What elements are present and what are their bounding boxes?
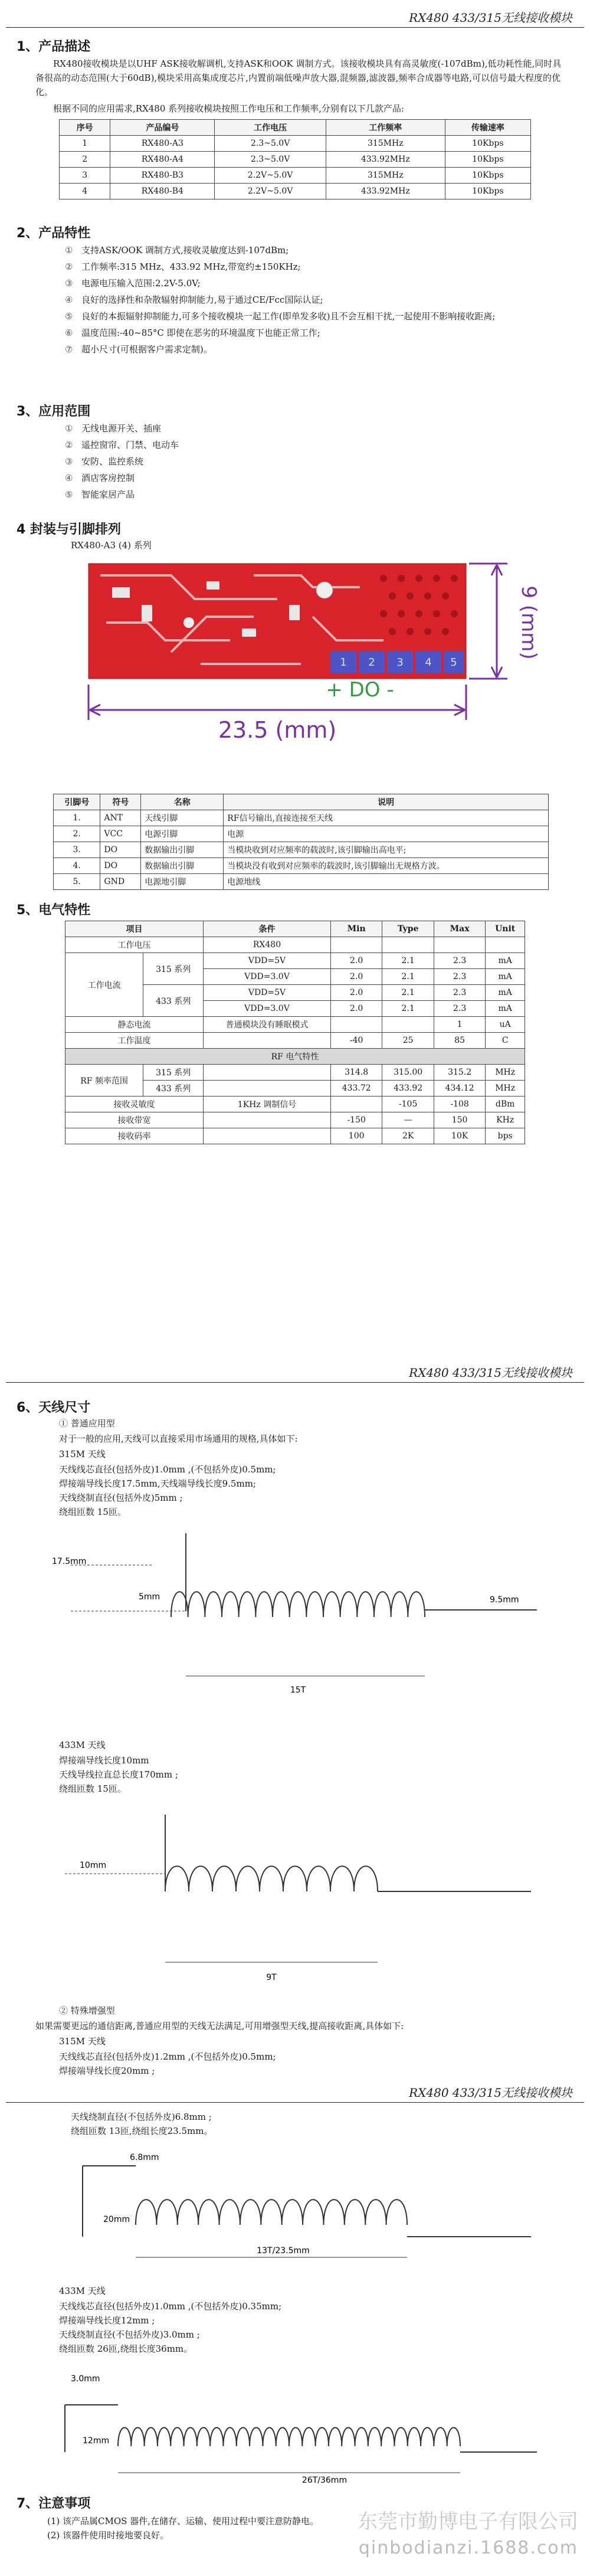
table-header-cell: 名称 — [141, 794, 224, 810]
list-text: 酒店客房控制 — [81, 473, 135, 483]
table-cell: 315MHz — [326, 168, 445, 184]
dim-label-coil-diameter: 5mm — [139, 1592, 160, 1602]
coil-turns — [171, 1592, 425, 1617]
page-header-title: RX480 433/315无线接收模块 — [409, 2086, 572, 2100]
cell: mA — [486, 953, 525, 969]
table-cell: RX480-B3 — [110, 168, 215, 184]
cell: 普通模块没有睡眠模式 — [204, 1017, 331, 1033]
cell: 2.3 — [434, 1001, 485, 1017]
cell: 315.2 — [434, 1065, 485, 1081]
spec-line: 天线绕制直径(不包括外皮)6.8mm ; — [71, 2112, 212, 2122]
table-cell: 5. — [54, 874, 100, 890]
table-row — [60, 136, 531, 152]
table-cell: 10Kbps — [445, 152, 530, 168]
turns-label: 26T/36mm — [301, 2476, 348, 2485]
section-title-electrical: 5、电气特性 — [17, 903, 91, 918]
table-header-cell: 条件 — [204, 921, 331, 937]
dim-label-solder-length: 20mm — [103, 2215, 130, 2224]
list-marker: ⑤ — [65, 489, 73, 500]
series-label: 315 系列 — [143, 1065, 204, 1081]
board-label: + DO - — [326, 678, 394, 702]
antenna-315-enhanced-title: 315M 天线 — [59, 2036, 106, 2047]
list-marker: ③ — [65, 456, 73, 467]
cell: 100 — [330, 1128, 382, 1144]
spec-line: 天线线芯直径(包括外皮)1.2mm ,(不包括外皮)0.5mm; — [59, 2051, 276, 2062]
list-item — [65, 275, 549, 292]
pad-number: 4 — [425, 656, 432, 669]
cell: C — [486, 1033, 525, 1049]
table-cell: 433.92MHz — [326, 152, 445, 168]
watermark-company: 东莞市勤博电子有限公司 — [358, 2510, 578, 2534]
spec-line: 天线线芯直径(包括外皮)1.0mm ,(不包括外皮)0.5mm; — [59, 1464, 276, 1475]
rf-section-title: RF 电气特性 — [65, 1049, 525, 1065]
list-item — [65, 325, 549, 341]
spec-line: 天线线芯直径(包括外皮)1.0mm ,(不包括外皮)0.35mm; — [59, 2301, 282, 2312]
cell: -40 — [330, 1033, 382, 1049]
cell: -108 — [434, 1096, 485, 1112]
row-label: 接收带宽 — [65, 1112, 204, 1128]
coil-turns — [118, 2428, 460, 2447]
row-label: 接收码率 — [65, 1128, 204, 1144]
antenna-type-enhanced: ② 特殊增强型 — [59, 2005, 115, 2016]
applications-list — [65, 420, 549, 503]
table-header-cell: 符号 — [100, 794, 141, 810]
cell: 433.72 — [330, 1081, 382, 1096]
antenna-433-enhanced-title: 433M 天线 — [59, 2286, 106, 2296]
table-header-cell: Max — [434, 921, 485, 937]
coil-diagram-315-normal — [47, 1528, 555, 1717]
table-cell: 电源引脚 — [141, 826, 224, 842]
section-title-description: 1、产品描述 — [17, 40, 91, 54]
table-cell: 1 — [60, 136, 110, 152]
series-label: 433 系列 — [143, 985, 204, 1017]
list-item — [65, 258, 549, 275]
table-cell: 1. — [54, 810, 100, 826]
list-marker: ③ — [65, 278, 73, 289]
cell: 25 — [382, 1033, 434, 1049]
coil-turns — [165, 1866, 378, 1891]
table-cell: 天线引脚 — [141, 810, 224, 826]
table-header-cell: 项目 — [65, 921, 204, 937]
antenna-type-normal: ① 普通应用型 — [59, 1418, 115, 1429]
page-header-title: RX480 433/315无线接收模块 — [409, 11, 572, 25]
row-label: 工作电压 — [65, 937, 204, 953]
table-cell: RX480-B4 — [110, 184, 215, 199]
table-cell: 10Kbps — [445, 184, 530, 199]
table-header-cell: 说明 — [224, 794, 549, 810]
cell — [382, 1017, 434, 1033]
spec-line: 天线绕制直径(包括外皮)5mm ; — [59, 1492, 183, 1503]
table-cell: DO — [100, 858, 141, 874]
table-row — [54, 810, 549, 826]
cell — [330, 1017, 382, 1033]
cell: 150 — [434, 1112, 485, 1128]
antenna-315-enhanced-more — [71, 2110, 212, 2138]
table-cell: 数据输出引脚 — [141, 842, 224, 858]
dim-label-solder-length: 10mm — [80, 1861, 107, 1870]
turns-label: 13T/23.5mm — [257, 2246, 310, 2256]
list-text: 智能家居产品 — [81, 489, 135, 500]
pad-number: 5 — [450, 656, 457, 669]
dim-label-solder-length: 12mm — [83, 2436, 110, 2446]
antenna-433-specs — [59, 1753, 178, 1796]
table-cell: RF信号输出,直接连接至天线 — [224, 810, 549, 826]
antenna-315-specs — [59, 1462, 276, 1519]
header-rule — [6, 27, 584, 28]
table-cell: 电源地线 — [224, 874, 549, 890]
cell: 314.8 — [330, 1065, 382, 1081]
notes-list — [47, 2514, 319, 2542]
table-row — [60, 152, 531, 168]
list-item — [65, 486, 549, 503]
table-header-cell: Type — [382, 921, 434, 937]
table-header-cell: 引脚号 — [54, 794, 100, 810]
row-label: 工作电流 — [65, 953, 143, 1017]
cell: 2.1 — [382, 1001, 434, 1017]
table-cell: RX480-A3 — [110, 136, 215, 152]
list-item — [65, 420, 549, 437]
table-row — [54, 874, 549, 890]
list-text: 安防、监控系统 — [81, 456, 144, 467]
antenna-315-enhanced-specs — [59, 2050, 276, 2078]
row-label: 工作温度 — [65, 1033, 204, 1049]
variants-intro: 根据不同的应用需求,RX480 系列接收模块按照工作电压和工作频率,分别有以下几款产品: — [53, 103, 404, 114]
table-cell: DO — [100, 842, 141, 858]
cell: 2.1 — [382, 953, 434, 969]
series-label: 315 系列 — [143, 953, 204, 985]
coil-turns — [136, 2199, 407, 2225]
table-row — [54, 842, 549, 858]
spec-line: 绕组匝数 13匝,绕组长度23.5mm。 — [71, 2126, 213, 2136]
cell: 2.3 — [434, 985, 485, 1001]
table-cell: 433.92MHz — [326, 184, 445, 199]
table-cell: 3. — [54, 842, 100, 858]
table-row — [54, 826, 549, 842]
list-text: 支持ASK/OOK 调制方式,接收灵敏度达到-107dBm; — [81, 245, 289, 256]
product-table — [59, 119, 531, 199]
table-header-cell: Unit — [486, 921, 525, 937]
list-text: 无线电源开关、插座 — [81, 423, 162, 434]
antenna-normal-desc: 对于一般的应用,天线可以直接采用市场通用的规格,具体如下: — [59, 1433, 298, 1444]
antenna-enhanced-desc: 如果需要更远的通信距离,普通应用型的天线无法满足,可用增强型天线,提高接收距离,具体如下: — [35, 2021, 404, 2031]
height-dimension-label: 9 (mm) — [517, 585, 540, 660]
antenna-315-title: 315M 天线 — [59, 1449, 106, 1459]
table-row — [54, 858, 549, 874]
table-header-cell: Min — [330, 921, 382, 937]
list-item — [65, 341, 549, 358]
table-row — [60, 168, 531, 184]
list-marker: ④ — [65, 294, 73, 305]
list-text: 超小尺寸(可根据客户需求定制)。 — [81, 344, 212, 355]
table-cell: 4 — [60, 184, 110, 199]
cell: 434.12 — [434, 1081, 485, 1096]
list-text: 电源电压输入范围:2.2V-5.0V; — [81, 278, 201, 289]
table-header-cell: 序号 — [60, 120, 110, 136]
electrical-table — [65, 921, 525, 1144]
table-cell: 3 — [60, 168, 110, 184]
spec-line: 焊接端导线长度17.5mm,天线端导线长度9.5mm; — [59, 1478, 256, 1489]
cell — [330, 1096, 382, 1112]
cell: 2.3 — [434, 953, 485, 969]
dim-label-tail-length: 9.5mm — [490, 1595, 519, 1605]
table-cell: 2 — [60, 152, 110, 168]
cell: RX480 — [204, 937, 331, 953]
spec-line: 天线绕制直径(不包括外皮)3.0mm ; — [59, 2329, 200, 2340]
series-label: 433 系列 — [143, 1081, 204, 1096]
table-header-cell: 产品编号 — [110, 120, 215, 136]
list-marker: ① — [65, 245, 73, 256]
spec-line: 焊接端导线长度12mm ; — [59, 2315, 155, 2326]
cell: MHz — [486, 1081, 525, 1096]
cell: VDD=5V — [204, 985, 331, 1001]
list-text: 良好的本振辐射抑制能力,可多个接收模块一起工作(即单发多收)且不会互相干扰,一起使用不影响接收距离; — [81, 311, 496, 322]
coil-diagram-433-normal — [47, 1803, 555, 1992]
cell: 2.0 — [330, 1001, 382, 1017]
pin-table — [53, 794, 549, 890]
table-cell: 10Kbps — [445, 136, 530, 152]
table-cell: 2.3~5.0V — [215, 152, 326, 168]
section-title-package: 4 封装与引脚排列 — [17, 522, 121, 537]
list-marker: ① — [65, 423, 73, 434]
list-marker: ⑤ — [65, 311, 73, 322]
pad-number: 2 — [368, 656, 375, 669]
list-item — [65, 292, 549, 308]
list-item — [65, 453, 549, 470]
coil-loops — [136, 2199, 407, 2225]
pad-number: 1 — [340, 656, 347, 669]
cell: 2.0 — [330, 969, 382, 985]
cell: mA — [486, 985, 525, 1001]
table-cell: 315MHz — [326, 136, 445, 152]
spec-line: 焊接端导线长度10mm — [59, 1755, 149, 1766]
footer-url: qinbodianzi.1688.com — [358, 2538, 578, 2558]
cell: mA — [486, 1001, 525, 1017]
cell: MHz — [486, 1065, 525, 1081]
cell: 2.0 — [330, 953, 382, 969]
cell: 85 — [434, 1033, 485, 1049]
cell: 1KHz 调制信号 — [204, 1096, 331, 1112]
table-cell: ANT — [100, 810, 141, 826]
dim-label-coil-diameter: 6.8mm — [130, 2153, 159, 2162]
note-item: (2) 该器件使用时接地要良好。 — [47, 2530, 169, 2541]
table-cell: VCC — [100, 826, 141, 842]
list-text: 良好的选择性和杂散辐射抑制能力,易于通过CE/Fcc国际认证; — [81, 294, 323, 305]
section-title-antenna: 6、天线尺寸 — [17, 1400, 91, 1415]
cell: 433.92 — [382, 1081, 434, 1096]
header-rule — [6, 1382, 584, 1383]
cell: 2K — [382, 1128, 434, 1144]
cell: VDD=5V — [204, 953, 331, 969]
list-item — [65, 242, 549, 258]
cell — [204, 1128, 331, 1144]
package-series-label: RX480-A3 (4) 系列 — [71, 540, 152, 551]
cell: KHz — [486, 1112, 525, 1128]
table-cell: GND — [100, 874, 141, 890]
page-header-title: RX480 433/315无线接收模块 — [409, 1366, 572, 1380]
note-item: (1) 该产品属CMOS 器件,在储存、运输、使用过程中要注意防静电。 — [47, 2516, 319, 2526]
row-label: 静态电流 — [65, 1017, 204, 1033]
module-package-diagram — [53, 552, 540, 788]
section-title-notes: 7、注意事项 — [17, 2496, 91, 2511]
pad-number: 3 — [396, 656, 404, 669]
list-item — [65, 308, 549, 325]
cell: 2.0 — [330, 985, 382, 1001]
cell: 10K — [434, 1128, 485, 1144]
height-dimension-arrow — [469, 564, 507, 679]
dim-label-solder-length: 17.5mm — [52, 1557, 87, 1566]
list-marker: ② — [65, 440, 73, 450]
table-header-cell: 工作电压 — [215, 120, 326, 136]
table-header-cell: 工作频率 — [326, 120, 445, 136]
list-marker: ④ — [65, 473, 73, 483]
table-cell: 10Kbps — [445, 168, 530, 184]
description-paragraph: RX480接收模块是以UHF ASK接收解调机,支持ASK和OOK 调制方式。该接收模块具有高灵敏度(-107dBm),低功耗性能,同时具备很高的动态范围(大于60dB),模块采用高集成度芯片,内置前端低噪声放大器,混频器,滤波器,频率合成器等电路,可以信号最大程度的优化。 — [35, 58, 562, 97]
spec-line: 绕组匝数 15匝。 — [59, 1507, 126, 1517]
table-cell: 当模块没有收到对应频率的载波时,该引脚输出无规格方波。 — [224, 858, 549, 874]
table-cell: 当模块收到对应频率的载波时,该引脚输出高电平; — [224, 842, 549, 858]
features-list — [65, 242, 549, 358]
coil-loops — [165, 1866, 378, 1891]
width-dimension-label: 23.5 (mm) — [218, 717, 337, 743]
list-text: 温度范围:-40~85°C 即使在恶劣的环境温度下也能正常工作; — [81, 328, 320, 338]
cell: VDD=3.0V — [204, 1001, 331, 1017]
cell: bps — [486, 1128, 525, 1144]
list-marker: ⑥ — [65, 328, 73, 338]
coil-diagram-315-enhanced — [47, 2136, 555, 2278]
coil-loops — [171, 1592, 425, 1617]
spec-line: 焊接端导线长度20mm ; — [59, 2066, 155, 2076]
table-header-cell: 传输速率 — [445, 120, 530, 136]
list-item — [65, 437, 549, 453]
table-cell: 2. — [54, 826, 100, 842]
spec-line: 绕组匝数 26匝,绕组长度36mm。 — [59, 2343, 193, 2354]
table-cell: 2.2V~5.0V — [215, 168, 326, 184]
coil-diagram-433-enhanced — [47, 2358, 555, 2487]
table-row — [60, 184, 531, 199]
table-cell: 电源地引脚 — [141, 874, 224, 890]
antenna-433-title: 433M 天线 — [59, 1740, 106, 1750]
table-cell: 数据输出引脚 — [141, 858, 224, 874]
list-marker: ② — [65, 261, 73, 272]
cell: 315.00 — [382, 1065, 434, 1081]
table-cell: 2.3~5.0V — [215, 136, 326, 152]
turns-label: 15T — [290, 1685, 306, 1695]
antenna-433-enhanced-specs — [59, 2299, 281, 2356]
cell: — — [382, 1112, 434, 1128]
width-dimension-arrow — [88, 685, 466, 720]
cell: uA — [486, 1017, 525, 1033]
cell: 1 — [434, 1017, 485, 1033]
cell: 2.3 — [434, 969, 485, 985]
header-rule — [6, 2102, 584, 2103]
row-label: RF 频率范围 — [65, 1065, 143, 1096]
section-title-features: 2、产品特性 — [17, 226, 91, 241]
cell — [204, 1112, 331, 1128]
table-cell: RX480-A4 — [110, 152, 215, 168]
table-cell: 4. — [54, 858, 100, 874]
list-item — [65, 470, 549, 486]
table-cell: 2.2V~5.0V — [215, 184, 326, 199]
cell: dBm — [486, 1096, 525, 1112]
list-text: 遥控窗帘、门禁、电动车 — [81, 440, 179, 450]
cell: 2.1 — [382, 969, 434, 985]
section-title-applications: 3、应用范围 — [17, 404, 91, 419]
cell: -150 — [330, 1112, 382, 1128]
cell: -105 — [382, 1096, 434, 1112]
dim-label-coil-diameter: 3.0mm — [71, 2374, 100, 2384]
list-text: 工作频率:315 MHz、433.92 MHz,带宽约±150KHz; — [81, 261, 301, 272]
spec-line: 绕组匝数 15匝。 — [59, 1783, 126, 1794]
cell: mA — [486, 969, 525, 985]
list-marker: ⑦ — [65, 344, 73, 355]
cell: 2.1 — [382, 985, 434, 1001]
coil-loops — [118, 2428, 460, 2447]
row-label: 接收灵敏度 — [65, 1096, 204, 1112]
turns-label: 9T — [266, 1973, 277, 1982]
cell: VDD=3.0V — [204, 969, 331, 985]
table-cell: 电源 — [224, 826, 549, 842]
spec-line: 天线导线拉直总长度170mm ; — [59, 1769, 178, 1780]
cell — [204, 1033, 331, 1049]
